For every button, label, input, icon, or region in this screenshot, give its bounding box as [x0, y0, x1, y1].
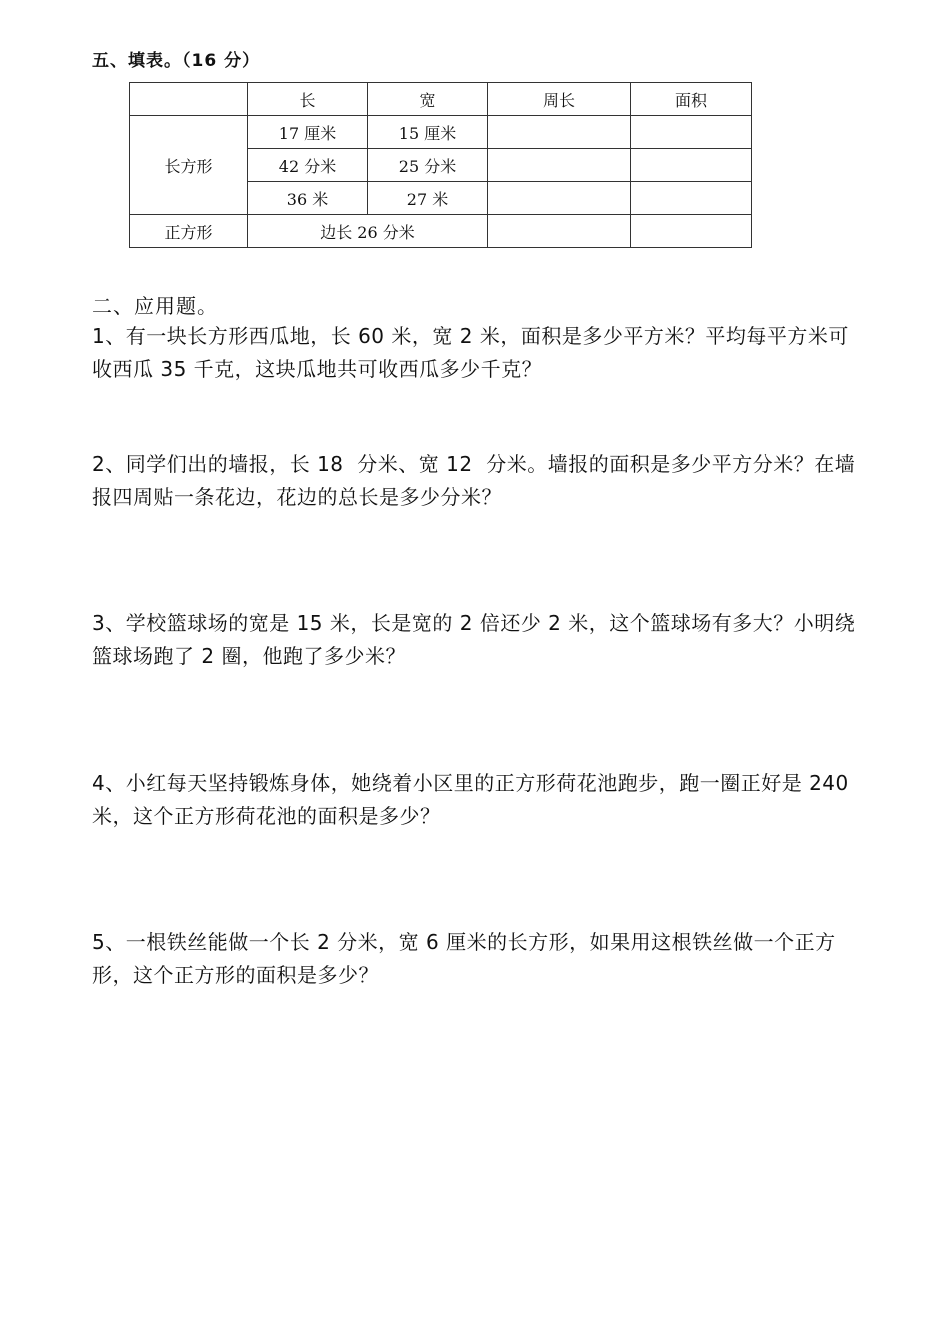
- problem-2: 2、同学们出的墙报，长 18 分米、宽 12 分米。墙报的面积是多少平方分米？在墙报四周贴一条花边，花边的总长是多少分米？: [92, 452, 856, 509]
- applications-title: 二、应用题。: [92, 294, 218, 318]
- rect-perimeter-answer-cell[interactable]: [488, 116, 631, 149]
- table-row: [130, 215, 752, 248]
- rect-area-answer-cell[interactable]: [631, 182, 752, 215]
- header-length: 长: [248, 83, 368, 116]
- rect-length-cell: 42 分米: [248, 149, 368, 182]
- problem-5: 5、一根铁丝能做一个长 2 分米，宽 6 厘米的长方形，如果用这根铁丝做一个正方形，这个正方形的面积是多少？: [92, 930, 836, 987]
- rect-perimeter-answer-cell[interactable]: [488, 182, 631, 215]
- rect-width-cell: 25 分米: [368, 149, 488, 182]
- header-width: 宽: [368, 83, 488, 116]
- rect-length-cell: 36 米: [248, 182, 368, 215]
- rect-width-cell: 27 米: [368, 182, 488, 215]
- square-area-answer-cell[interactable]: [631, 215, 752, 248]
- header-area: 面积: [631, 83, 752, 116]
- square-label: 正方形: [130, 215, 248, 248]
- square-perimeter-answer-cell[interactable]: [488, 215, 631, 248]
- header-blank-cell: [130, 83, 248, 116]
- fill-in-table: [129, 82, 752, 248]
- problem-3: 3、学校篮球场的宽是 15 米，长是宽的 2 倍还少 2 米，这个篮球场有多大？小明绕篮球场跑了 2 圈，他跑了多少米？: [92, 611, 856, 668]
- table-header-row: [130, 83, 752, 116]
- table-row: [130, 116, 752, 149]
- problem-4: 4、小红每天坚持锻炼身体，她绕着小区里的正方形荷花池跑步，跑一圈正好是 240 米，这个正方形荷花池的面积是多少？: [92, 771, 856, 828]
- rect-width-cell: 15 厘米: [368, 116, 488, 149]
- header-perimeter: 周长: [488, 83, 631, 116]
- rectangle-label: 长方形: [130, 116, 248, 215]
- rect-length-cell: 17 厘米: [248, 116, 368, 149]
- problem-1: 1、有一块长方形西瓜地，长 60 米，宽 2 米，面积是多少平方米？平均每平方米可收西瓜 35 千克，这块瓜地共可收西瓜多少千克？: [92, 324, 849, 381]
- rect-area-answer-cell[interactable]: [631, 149, 752, 182]
- section-five-title: 五、填表。（16 分）: [92, 51, 261, 71]
- rect-area-answer-cell[interactable]: [631, 116, 752, 149]
- rect-perimeter-answer-cell[interactable]: [488, 149, 631, 182]
- square-side-cell: 边长 26 分米: [248, 215, 488, 248]
